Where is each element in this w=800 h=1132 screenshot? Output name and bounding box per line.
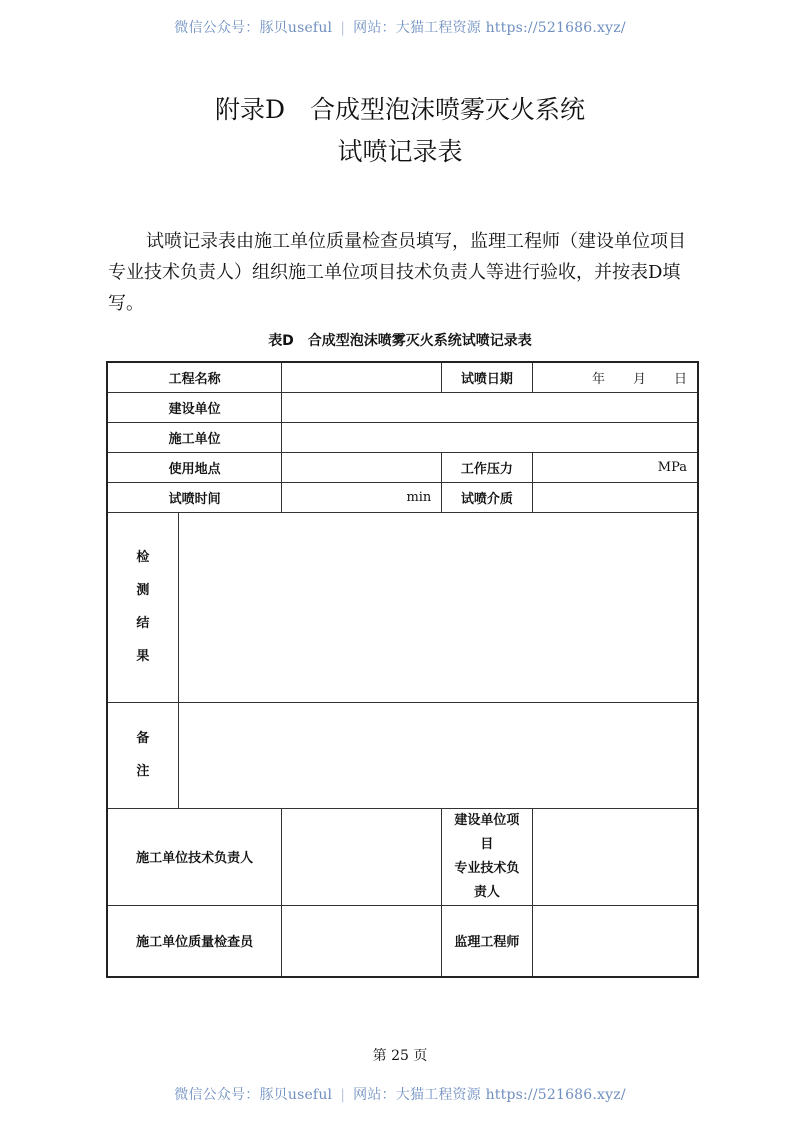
results-char: 测	[136, 583, 150, 598]
contractor-qc-text: 施工单位质量检查员	[136, 935, 254, 951]
supervisor-signature[interactable]	[532, 905, 698, 977]
year-unit: 年	[591, 371, 605, 387]
day-unit: 日	[673, 371, 687, 387]
watermark-right: 网站：大猫工程资源 https://521686.xyz/	[353, 1087, 626, 1103]
medium-label: 试喷介质	[442, 482, 532, 512]
contractor-label: 施工单位	[107, 422, 282, 452]
test-spray-record-form	[106, 361, 699, 978]
test-date-label: 试喷日期	[442, 362, 532, 392]
watermark-separator: |	[340, 1087, 346, 1103]
test-date-field[interactable]	[532, 362, 698, 392]
page-number	[0, 1045, 800, 1065]
owner-tech-lead-line2: 专业技术负责人	[454, 860, 520, 900]
remarks-label	[107, 702, 178, 808]
owner-tech-lead-signature[interactable]	[532, 808, 698, 905]
intro-paragraph	[108, 226, 700, 319]
contractor-tech-lead-text: 施工单位技术负责人	[136, 851, 254, 866]
watermark-left: 微信公众号：豚贝useful	[174, 1087, 333, 1103]
results-label	[107, 512, 178, 702]
page-suffix: 页	[413, 1048, 428, 1064]
remarks-char: 备	[136, 731, 150, 746]
pressure-label: 工作压力	[442, 452, 532, 482]
page-prefix: 第	[372, 1048, 387, 1064]
page-title-line2: 试喷记录表	[337, 137, 463, 166]
contractor-tech-lead-signature[interactable]	[282, 808, 442, 905]
intro-text: 试喷记录表由施工单位质量检查员填写，监理工程师（建设单位项目专业技术负责人）组织施工单位项目技术负责人等进行验收，并按表D填写。	[108, 231, 686, 314]
construction-owner-label: 建设单位	[107, 392, 282, 422]
pressure-field[interactable]	[532, 452, 698, 482]
watermark-right: 网站：大猫工程资源 https://521686.xyz/	[353, 20, 626, 36]
results-field[interactable]	[178, 512, 698, 702]
duration-label: 试喷时间	[107, 482, 282, 512]
month-unit: 月	[632, 371, 646, 387]
location-label: 使用地点	[107, 452, 282, 482]
medium-field[interactable]	[532, 482, 698, 512]
results-char: 结	[136, 616, 150, 631]
page-number-value: 25	[391, 1048, 409, 1064]
remarks-char: 注	[136, 764, 150, 779]
remarks-field[interactable]	[178, 702, 698, 808]
watermark-bottom	[0, 1084, 800, 1104]
results-char: 检	[136, 550, 150, 565]
contractor-tech-lead-label	[107, 808, 282, 905]
results-char: 果	[136, 649, 150, 664]
contractor-qc-label	[107, 905, 282, 977]
contractor-field[interactable]	[282, 422, 698, 452]
contractor-qc-signature[interactable]	[282, 905, 442, 977]
location-field[interactable]	[282, 452, 442, 482]
owner-tech-lead-line1: 建设单位项目	[454, 812, 520, 852]
watermark-top	[0, 17, 800, 37]
watermark-left: 微信公众号：豚贝useful	[174, 20, 333, 36]
project-name-field[interactable]	[282, 362, 442, 392]
pressure-unit: MPa	[657, 459, 687, 475]
supervisor-label: 监理工程师	[442, 905, 532, 977]
project-name-label: 工程名称	[107, 362, 282, 392]
table-caption: 表D 合成型泡沫喷雾灭火系统试喷记录表	[268, 333, 532, 349]
page-title-line1: 附录D 合成型泡沫喷雾灭火系统	[214, 95, 586, 124]
duration-unit: min	[406, 489, 432, 505]
owner-tech-lead-label	[442, 808, 532, 905]
construction-owner-field[interactable]	[282, 392, 698, 422]
watermark-separator: |	[340, 20, 346, 36]
duration-field[interactable]	[282, 482, 442, 512]
